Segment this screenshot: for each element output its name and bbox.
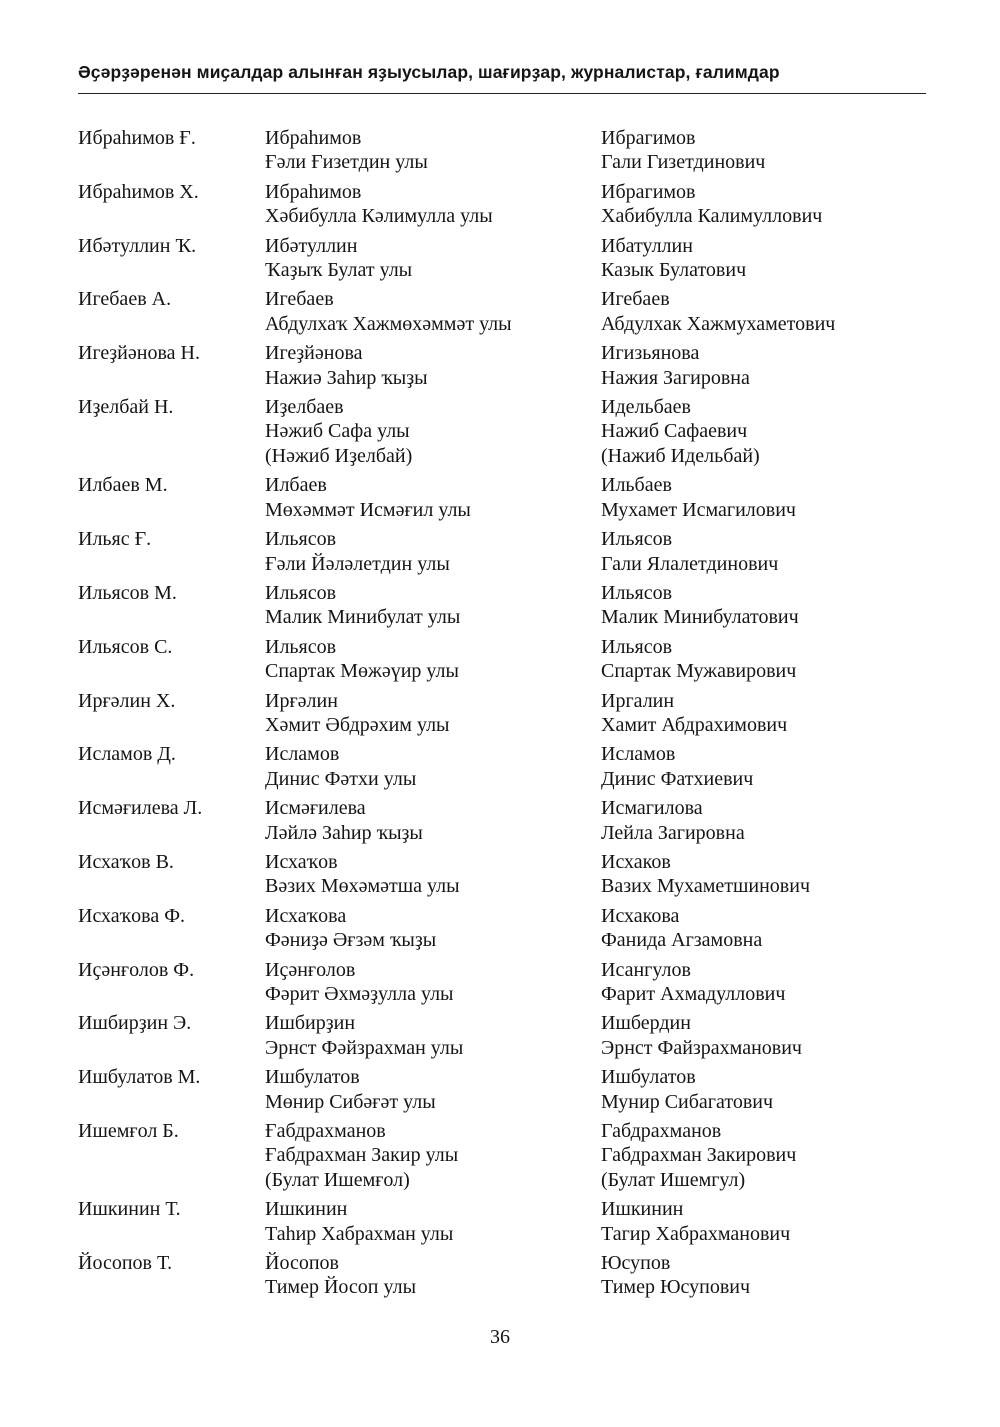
russian-given-patronymic: Вазих Мухаметшинович [601,875,811,898]
author-entry-14 [78,850,938,899]
bashkir-full-name [265,180,601,229]
bashkir-surname: Ишбулатов [265,1066,360,1089]
bashkir-surname: Ибраһимов [265,180,362,203]
russian-full-name [601,904,938,953]
short-name: Исхаҡова Ф. [78,904,185,927]
author-entry-20 [78,1197,938,1246]
short-name: Ибраһимов Х. [78,180,199,203]
russian-given-patronymic: Нажия Загировна [601,366,750,389]
bashkir-surname: Ишкинин [265,1198,348,1221]
author-entry-18 [78,1065,938,1114]
short-name: Ишбирҙин Э. [78,1012,192,1035]
short-name: Ишемғол Б. [78,1120,179,1143]
bashkir-given-patronymic: Ғәли Йәләлетдин улы [265,552,450,575]
bashkir-given-patronymic: Ғәли Ғизетдин улы [265,151,428,174]
author-entry-7 [78,473,938,522]
russian-surname: Ильясов [601,581,673,604]
russian-surname: Иргалин [601,689,675,712]
bashkir-surname: Исмәғилева [265,797,366,820]
russian-full-name [601,473,938,522]
bashkir-full-name [265,1119,601,1192]
russian-full-name [601,742,938,791]
bashkir-given-patronymic: Фәрит Әхмәҙулла улы [265,983,454,1005]
short-name: Илбаев М. [78,474,168,497]
russian-full-name [601,581,938,630]
bashkir-given-patronymic: Ғабдрахман Закир улы [265,1144,459,1167]
bashkir-given-patronymic: Спартак Мөжәүир улы [265,660,459,683]
russian-surname: Ильясов [601,635,673,658]
author-entry-12 [78,742,938,791]
short-name: Ишбулатов М. [78,1066,201,1089]
author-entry-19 [78,1119,938,1192]
author-entry-5 [78,341,938,390]
russian-surname: Исангулов [601,958,691,981]
russian-surname: Ильбаев [601,474,672,497]
bashkir-full-name [265,1197,601,1246]
bashkir-surname: Ишбирҙин [265,1012,356,1035]
russian-full-name [601,1197,938,1246]
russian-full-name [601,1065,938,1114]
russian-full-name [601,1119,938,1192]
russian-full-name [601,287,938,336]
author-entry-16 [78,958,938,1007]
russian-surname: Ишбулатов [601,1066,696,1089]
author-entry-13 [78,796,938,845]
author-entry-4 [78,287,938,336]
bashkir-full-name [265,850,601,899]
bashkir-surname: Ильясов [265,635,337,658]
bashkir-full-name [265,1251,601,1300]
short-name: Исмәғилева Л. [78,797,203,820]
bashkir-given-patronymic: Вәзих Мөхәмәтша улы [265,875,460,898]
russian-surname: Ильясов [601,528,673,551]
page-number: 36 [490,1326,510,1348]
russian-given-patronymic: Фанида Агзамовна [601,929,763,952]
russian-given-patronymic: Динис Фатхиевич [601,767,754,790]
bashkir-surname: Игебаев [265,288,334,311]
bashkir-full-name [265,581,601,630]
bashkir-given-patronymic: Мөнир Сибәғәт улы [265,1090,436,1113]
bashkir-pen-name: (Булат Ишемғол) [265,1168,410,1191]
short-name: Исхаҡов В. [78,850,174,873]
russian-given-patronymic: Казык Булатович [601,259,747,282]
russian-surname: Исламов [601,743,676,766]
author-entry-1 [78,126,938,175]
russian-given-patronymic: Гали Ялалетдинович [601,552,779,575]
russian-given-patronymic: Нажиб Сафаевич [601,420,748,443]
bashkir-full-name [265,1065,601,1114]
author-entry-9 [78,581,938,630]
short-name: Йосопов Т. [78,1252,173,1275]
bashkir-full-name [265,395,601,468]
bashkir-given-patronymic: Мөхәммәт Исмәғил улы [265,498,471,521]
author-list [78,126,938,1305]
bashkir-surname: Ильясов [265,581,337,604]
russian-full-name [601,180,938,229]
russian-given-patronymic: Мухамет Исмагилович [601,498,796,521]
running-header: Әҫәрҙәренән миҫалдар алынған яҙыусылар, шағирҙар, журналистар, ғалимдар [78,62,780,82]
russian-full-name [601,689,938,738]
bashkir-given-patronymic: Ләйлә Заһир ҡыҙы [265,821,423,844]
header-divider [78,93,926,94]
bashkir-surname: Исламов [265,743,340,766]
bashkir-surname: Иҫәнғолов [265,958,356,981]
russian-surname: Исхакова [601,904,680,927]
author-entry-21 [78,1251,938,1300]
bashkir-full-name [265,473,601,522]
bashkir-full-name [265,904,601,953]
russian-full-name [601,796,938,845]
short-name: Игеҙйәнова Н. [78,342,200,365]
bashkir-surname: Илбаев [265,474,327,497]
short-name: Игебаев А. [78,288,172,311]
short-name: Ильяс Ғ. [78,528,152,551]
russian-surname: Ишкинин [601,1198,684,1221]
bashkir-given-patronymic: Абдулхаҡ Хажмөхәммәт улы [265,312,512,335]
bashkir-surname: Ильясов [265,528,337,551]
bashkir-full-name [265,796,601,845]
short-name: Ишкинин Т. [78,1198,181,1221]
bashkir-surname: Ғабдрахманов [265,1120,386,1143]
russian-given-patronymic: Гали Гизетдинович [601,151,766,174]
russian-surname: Идельбаев [601,396,691,419]
russian-full-name [601,395,938,468]
russian-full-name [601,1011,938,1060]
russian-pen-name: (Булат Ишемгул) [601,1168,746,1191]
russian-full-name [601,234,938,283]
russian-given-patronymic: Лейла Загировна [601,821,745,844]
author-entry-2 [78,180,938,229]
bashkir-full-name [265,635,601,684]
russian-given-patronymic: Мунир Сибагатович [601,1090,774,1113]
short-name: Ирғәлин Х. [78,689,176,712]
bashkir-given-patronymic: Динис Фәтхи улы [265,767,417,790]
bashkir-surname: Игеҙйәнова [265,342,363,365]
bashkir-full-name [265,689,601,738]
bashkir-full-name [265,341,601,390]
russian-full-name [601,527,938,576]
russian-surname: Игизьянова [601,342,700,365]
russian-given-patronymic: Хамит Абдрахимович [601,713,788,736]
bashkir-full-name [265,958,601,1007]
russian-surname: Игебаев [601,288,670,311]
bashkir-given-patronymic: Ҡаҙыҡ Булат улы [265,259,413,282]
russian-full-name [601,126,938,175]
bashkir-given-patronymic: Нәжиб Сафа улы [265,420,410,443]
russian-full-name [601,341,938,390]
bashkir-given-patronymic: Малик Минибулат улы [265,606,461,629]
russian-full-name [601,958,938,1007]
russian-given-patronymic: Спартак Мужавирович [601,660,797,683]
bashkir-surname: Йосопов [265,1252,339,1275]
bashkir-full-name [265,742,601,791]
bashkir-given-patronymic: Таһир Хабрахман улы [265,1222,454,1245]
bashkir-surname: Ибраһимов [265,127,362,149]
bashkir-given-patronymic: Тимер Йосоп улы [265,1276,417,1299]
bashkir-surname: Иҙелбаев [265,396,344,419]
russian-given-patronymic: Абдулхак Хажмухаметович [601,312,836,335]
short-name: Ибәтуллин Ҡ. [78,234,197,257]
short-name: Ибраһимов Ғ. [78,127,196,149]
bashkir-full-name [265,234,601,283]
bashkir-given-patronymic: Фәниҙә Әғзәм ҡыҙы [265,929,437,952]
russian-pen-name: (Нажиб Идельбай) [601,444,760,467]
author-entry-3 [78,234,938,283]
bashkir-surname: Ибәтуллин [265,234,358,257]
russian-given-patronymic: Эрнст Файзрахманович [601,1036,802,1059]
russian-given-patronymic: Тимер Юсупович [601,1276,751,1299]
short-name: Исламов Д. [78,743,176,766]
russian-given-patronymic: Габдрахман Закирович [601,1144,797,1167]
russian-given-patronymic: Тагир Хабрахманович [601,1222,791,1245]
russian-surname: Ишбердин [601,1012,691,1035]
russian-surname: Ибатуллин [601,234,693,257]
russian-given-patronymic: Малик Минибулатович [601,606,799,629]
author-entry-15 [78,904,938,953]
short-name: Ильясов С. [78,635,173,658]
russian-given-patronymic: Фарит Ахмадуллович [601,983,786,1005]
bashkir-full-name [265,287,601,336]
bashkir-given-patronymic: Хәбибулла Кәлимулла улы [265,205,493,228]
russian-given-patronymic: Хабибулла Калимуллович [601,205,823,228]
russian-full-name [601,635,938,684]
author-entry-10 [78,635,938,684]
russian-full-name [601,1251,938,1300]
bashkir-surname: Исхаҡова [265,904,347,927]
russian-surname: Юсупов [601,1252,671,1275]
author-entry-11 [78,689,938,738]
author-entry-8 [78,527,938,576]
author-entry-17 [78,1011,938,1060]
bashkir-surname: Исхаҡов [265,850,338,873]
russian-surname: Габдрахманов [601,1120,722,1143]
bashkir-surname: Ирғәлин [265,689,338,712]
short-name: Иҫәнғолов Ф. [78,958,195,981]
russian-surname: Исхаков [601,850,671,873]
bashkir-full-name [265,1011,601,1060]
bashkir-given-patronymic: Эрнст Фәйзрахман улы [265,1036,464,1059]
bashkir-pen-name: (Нәжиб Иҙелбай) [265,444,413,467]
bashkir-given-patronymic: Хәмит Әбдрәхим улы [265,713,450,736]
short-name: Иҙелбай Н. [78,396,174,419]
short-name: Ильясов М. [78,581,177,604]
russian-surname: Ибрагимов [601,180,696,203]
bashkir-given-patronymic: Нажиә Заһир ҡыҙы [265,366,428,389]
russian-full-name [601,850,938,899]
russian-surname: Исмагилова [601,797,703,820]
russian-surname: Ибрагимов [601,127,696,149]
bashkir-full-name [265,527,601,576]
author-entry-6 [78,395,938,468]
bashkir-full-name [265,126,601,175]
